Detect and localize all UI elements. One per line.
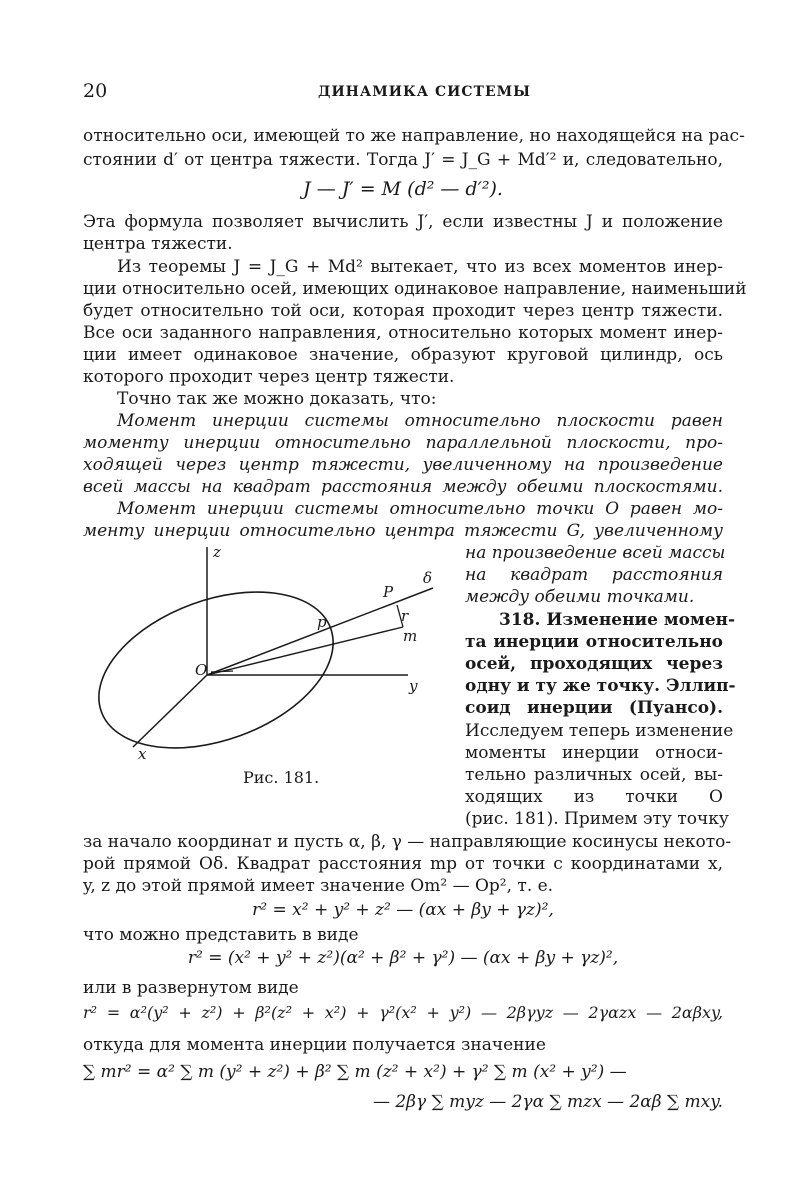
text-line: ции имеет одинаковое значение, образуют круговой цилиндр, ось <box>83 345 723 365</box>
text-line: центра тяжести. <box>83 234 233 254</box>
theorem-line: на произведение всей массы <box>465 543 726 563</box>
theorem-line: всей массы на квадрат расстояния между обеими плоскостями. <box>83 477 723 497</box>
text-line: Все оси заданного направления, относительно которых момент инер- <box>83 323 723 343</box>
x-axis <box>133 675 207 747</box>
text-line: ции относительно осей, имеющих одинаковое направление, наименьший <box>83 279 747 299</box>
label-r: r <box>401 607 409 625</box>
inertia-ellipse <box>83 562 355 775</box>
theorem-line: Момент инерции системы относительно точки O равен мо- <box>117 499 723 519</box>
section-heading: одну и ту же точку. Эллип- <box>465 676 736 696</box>
text-line: относительно оси, имеющей то же направление, но находящейся на рас- <box>83 126 745 146</box>
section-heading: 318. Изменение момен- <box>499 610 736 630</box>
theorem-line: моменту инерции относительно параллельной плоскости, про- <box>83 433 723 453</box>
text-line: стоянии d′ от центра тяжести. Тогда J′ = J_G + Md′² и, следовательно, <box>83 150 723 170</box>
equation: ∑ mr² = α² ∑ m (y² + z²) + β² ∑ m (z² + x²) + γ² ∑ m (x² + y²) — <box>83 1062 627 1082</box>
text-line: ходящих из точки O <box>465 787 723 807</box>
equation: J — J′ = M (d² — d′²). <box>303 178 503 200</box>
theorem-line: Момент инерции системы относительно плоскости равен <box>117 411 723 431</box>
theorem-line: между обеими точками. <box>465 587 695 607</box>
figure-181 <box>83 535 443 775</box>
equation: r² = α²(y² + z²) + β²(z² + x²) + γ²(x² + y²) — 2βγyz — 2γαzx — 2αβxy, <box>83 1003 723 1022</box>
text-line: (рис. 181). Примем эту точку <box>465 809 729 829</box>
text-line: Точно так же можно доказать, что: <box>117 389 437 409</box>
text-line: будет относительно той оси, которая проходит через центр тяжести. <box>83 301 723 321</box>
text-line: моменты инерции относи- <box>465 743 723 763</box>
text-line: Исследуем теперь изменение <box>465 721 734 741</box>
text-line: тельно различных осей, вы- <box>465 765 723 785</box>
text-line: Из теоремы J = J_G + Md² вытекает, что из всех моментов инер- <box>117 257 723 277</box>
label-delta: δ <box>423 569 433 587</box>
text-line: за начало координат и пусть α, β, γ — направляющие косинусы некото- <box>83 832 732 852</box>
delta-line <box>207 588 433 675</box>
text-line: которого проходит через центр тяжести. <box>83 367 455 387</box>
text-line: Эта формула позволяет вычислить J′, если известны J и положение <box>83 212 723 232</box>
label-x: x <box>138 745 147 763</box>
text-line: или в развернутом виде <box>83 978 299 998</box>
section-heading: осей, проходящих через <box>465 654 723 674</box>
section-heading: соид инерции (Пуансо). <box>465 698 723 718</box>
text-line: откуда для момента инерции получается значение <box>83 1035 546 1055</box>
equation: r² = x² + y² + z² — (αx + βy + γz)², <box>252 900 554 920</box>
label-p: p <box>317 613 327 631</box>
label-O: O <box>195 661 208 679</box>
label-y: y <box>409 677 418 695</box>
text-line: рой прямой Oδ. Квадрат расстояния mp от точки с координатами x, <box>83 854 723 874</box>
label-m: m <box>403 627 418 645</box>
figure-caption: Рис. 181. <box>243 768 320 787</box>
label-P: P <box>383 583 394 601</box>
text-line: y, z до этой прямой имеет значение Om² — Op², т. е. <box>83 876 554 896</box>
theorem-line: менту инерции относительно центра тяжести G, увеличенному <box>83 521 723 541</box>
text-line: что можно представить в виде <box>83 925 359 945</box>
page-number: 20 <box>83 80 108 102</box>
theorem-line: на квадрат расстояния <box>465 565 723 585</box>
equation: r² = (x² + y² + z²)(α² + β² + γ²) — (αx + βy + γz)², <box>187 948 619 968</box>
equation: — 2βγ ∑ myz — 2γα ∑ mzx — 2αβ ∑ mxy. <box>372 1092 723 1112</box>
label-z: z <box>213 543 221 561</box>
om-line <box>207 627 403 675</box>
running-title: ДИНАМИКА СИСТЕМЫ <box>318 84 531 100</box>
theorem-line: ходящей через центр тяжести, увеличенному на произведение <box>83 455 723 475</box>
section-heading: та инерции относительно <box>465 632 723 652</box>
